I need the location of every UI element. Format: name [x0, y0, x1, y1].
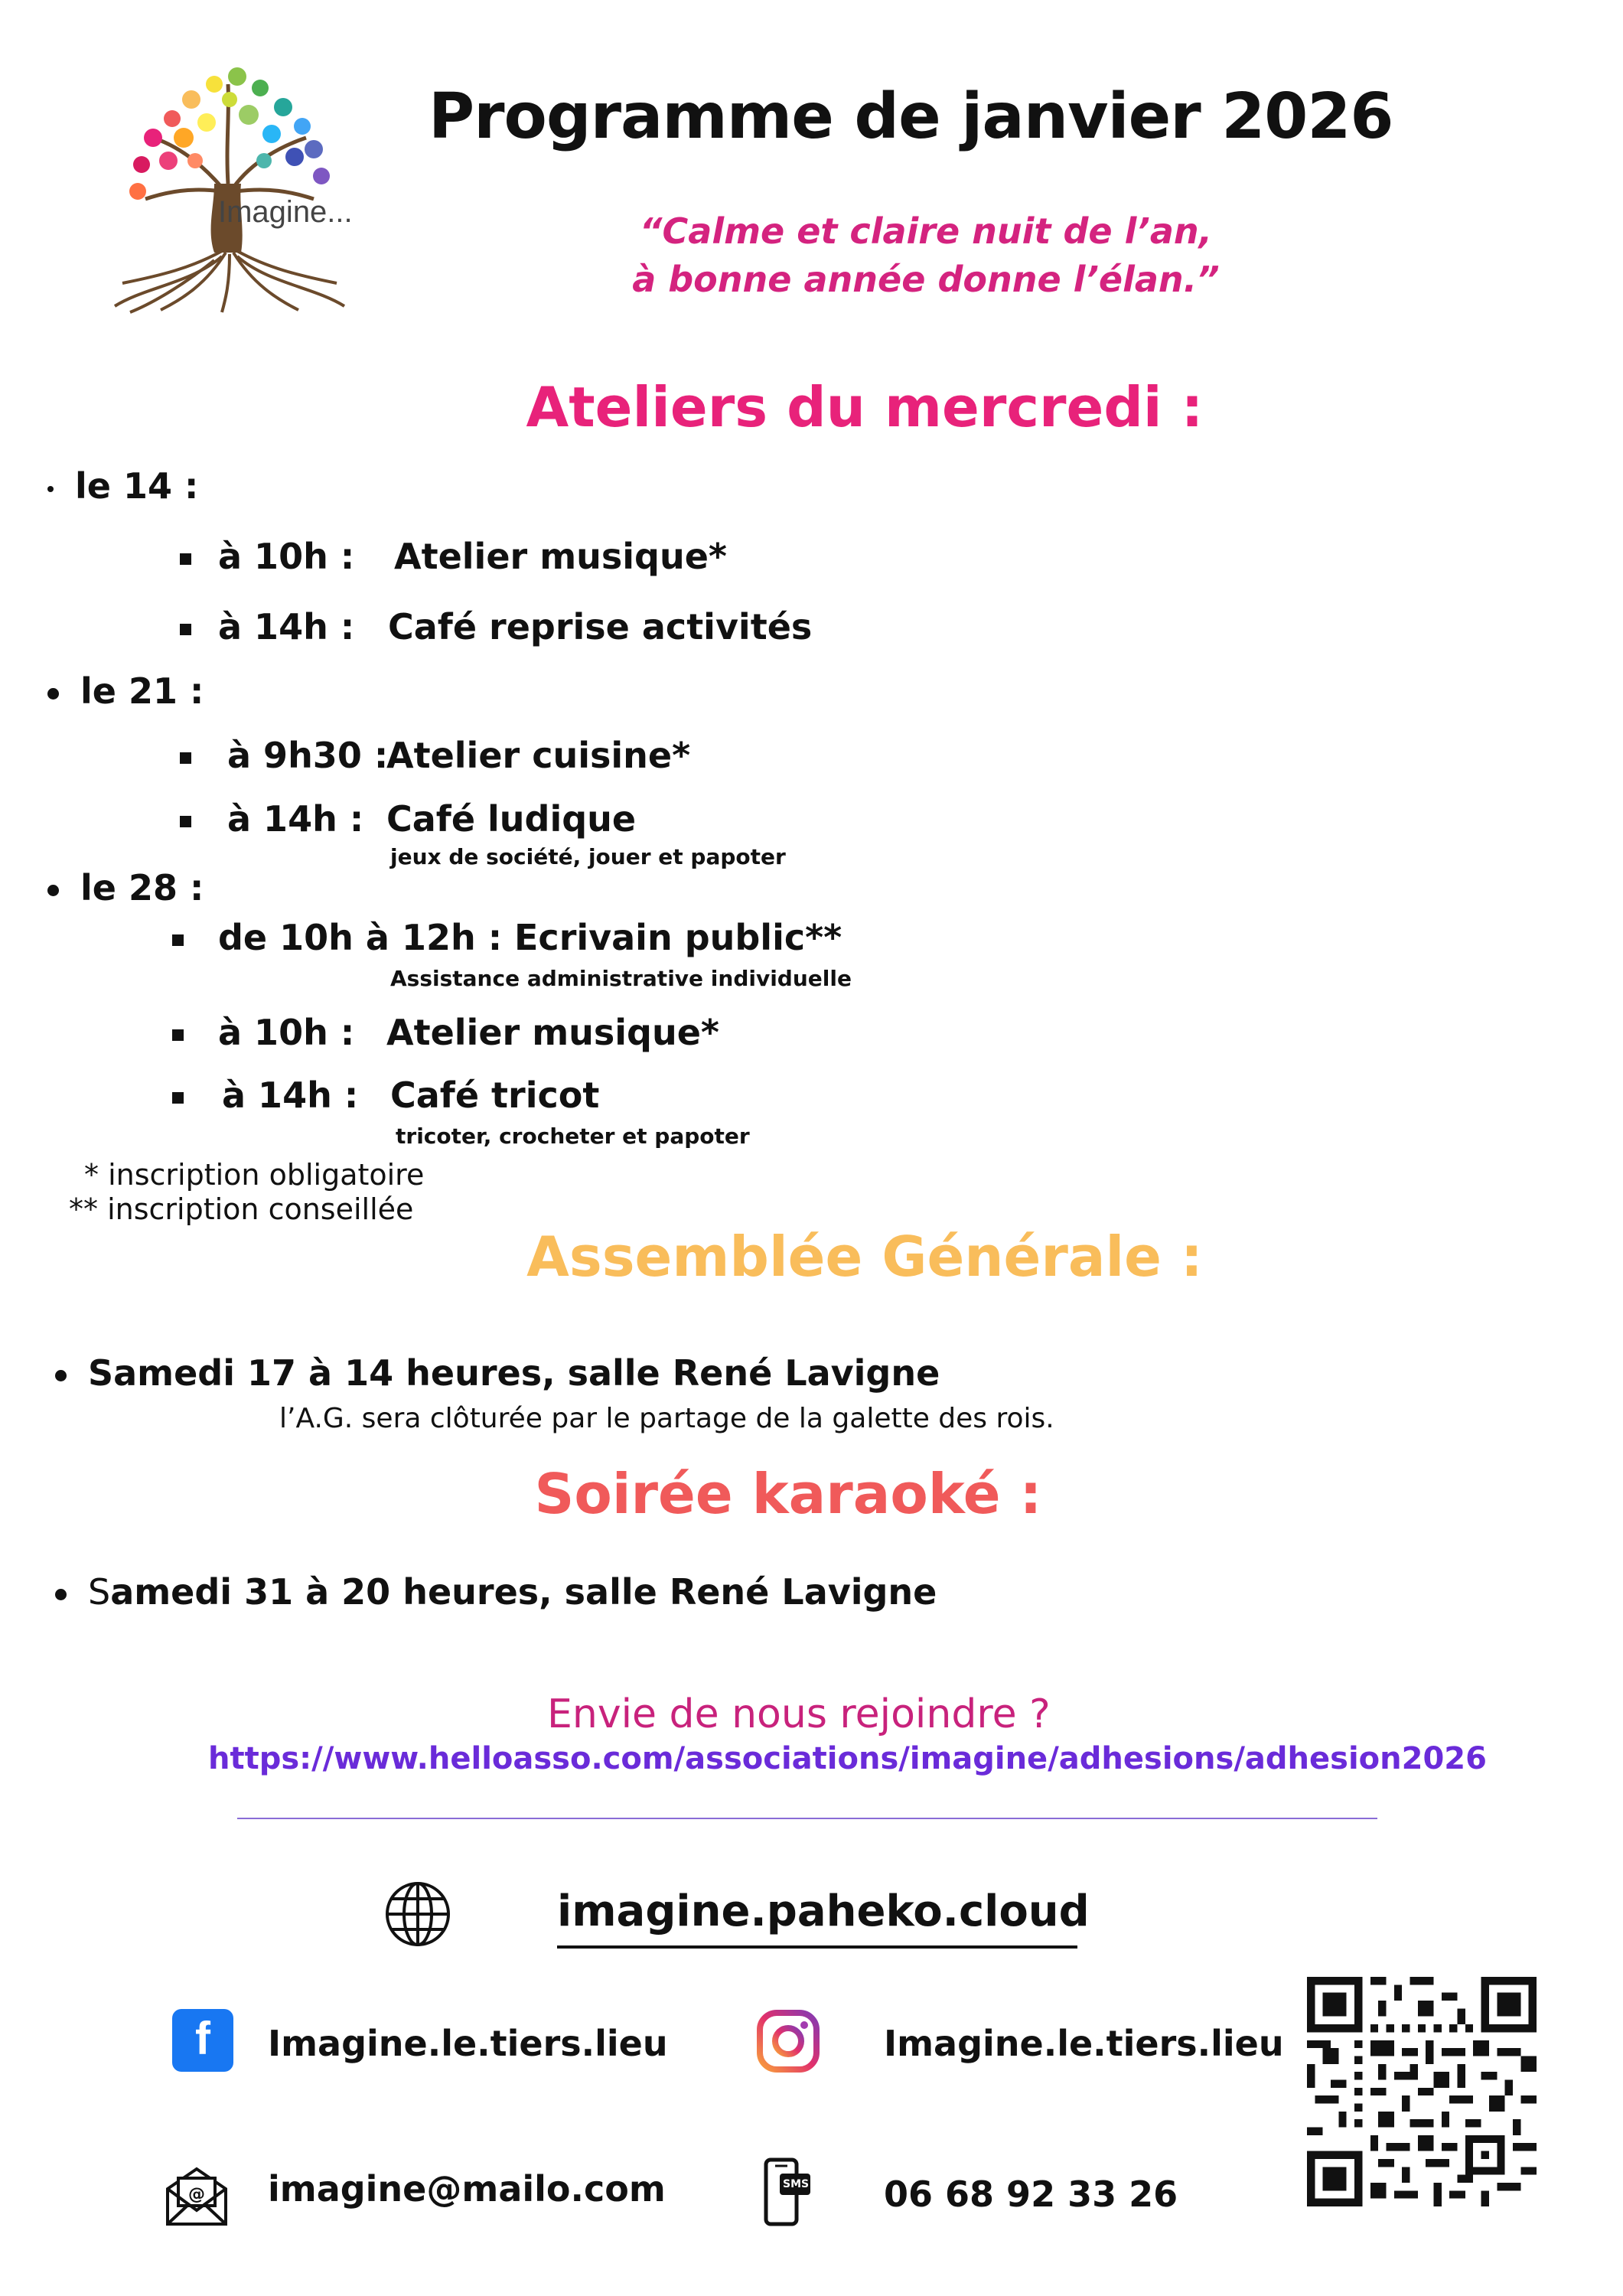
- join-link[interactable]: https://www.helloasso.com/associations/imagine/adhesions/adhesion2026: [208, 1741, 1487, 1776]
- atelier-activity: Ecrivain public**: [514, 917, 842, 958]
- logo-text: Imagine...: [218, 195, 353, 229]
- atelier-detail: tricoter, crocheter et papoter: [396, 1124, 750, 1149]
- email-icon: [165, 2166, 229, 2230]
- footnote-obligatoire: * inscription obligatoire: [84, 1158, 425, 1192]
- atelier-time: à 14h :: [222, 1075, 359, 1116]
- section-heading-karaoke: Soirée karaoké :: [534, 1462, 1042, 1526]
- footnote-conseillee: ** inscription conseillée: [69, 1192, 414, 1226]
- facebook-icon[interactable]: f: [172, 2009, 233, 2072]
- section-heading-ateliers: Ateliers du mercredi :: [526, 375, 1204, 439]
- qr-code[interactable]: [1307, 1977, 1537, 2210]
- atelier-time: de 10h à 12h :: [218, 917, 503, 958]
- divider: [237, 1818, 1377, 1819]
- atelier-activity: Atelier musique*: [386, 1012, 719, 1053]
- join-text: Envie de nous rejoindre ?: [547, 1691, 1051, 1737]
- atelier-detail: Assistance administrative individuelle: [390, 966, 852, 991]
- day-label: le 21 :: [47, 670, 204, 712]
- sms-label: SMS: [783, 2178, 810, 2190]
- atelier-item: [180, 536, 191, 577]
- phone-number[interactable]: 06 68 92 33 26: [884, 2174, 1178, 2215]
- phone-icon: [760, 2157, 813, 2230]
- atelier-detail: jeux de société, jouer et papoter: [390, 844, 786, 869]
- quote-line-2: à bonne année donne l’élan.”: [632, 259, 1220, 300]
- atelier-activity: Café tricot: [390, 1075, 600, 1116]
- website-underline: [557, 1945, 1077, 1949]
- atelier-activity: Café reprise activités: [388, 606, 813, 647]
- facebook-handle[interactable]: Imagine.le.tiers.lieu: [268, 2023, 668, 2064]
- atelier-activity: Atelier cuisine*: [386, 735, 691, 776]
- atelier-item: [180, 606, 191, 647]
- globe-icon: [383, 1879, 453, 1952]
- tree-logo-icon: [99, 54, 360, 314]
- atelier-time: à 9h30 :: [227, 735, 389, 776]
- website-link[interactable]: imagine.paheko.cloud: [557, 1887, 1090, 1936]
- atelier-item: [172, 1012, 184, 1053]
- assemblee-detail: l’A.G. sera clôturée par le partage de la galette des rois.: [279, 1403, 1054, 1434]
- instagram-handle[interactable]: Imagine.le.tiers.lieu: [884, 2023, 1284, 2064]
- section-heading-assemblee: Assemblée Générale :: [526, 1225, 1203, 1289]
- atelier-item: [172, 917, 184, 958]
- atelier-item: [180, 735, 191, 776]
- quote-line-1: “Calme et claire nuit de l’an,: [639, 210, 1213, 252]
- email-address[interactable]: imagine@mailo.com: [268, 2168, 666, 2210]
- svg-text:@: @: [188, 2185, 205, 2204]
- logo: [99, 54, 360, 314]
- assemblee-event: Samedi 17 à 14 heures, salle René Lavigne: [55, 1352, 940, 1394]
- karaoke-event: Samedi 31 à 20 heures, salle René Lavigne: [55, 1571, 937, 1613]
- atelier-time: à 14h :: [218, 606, 355, 647]
- page-title: Programme de janvier 2026: [429, 80, 1393, 153]
- atelier-time: à 10h :: [218, 536, 355, 577]
- atelier-activity: Café ludique: [386, 798, 637, 840]
- day-label: le 28 :: [47, 867, 204, 908]
- atelier-activity: Atelier musique*: [394, 536, 727, 577]
- day-label: le 14 :: [47, 465, 198, 507]
- atelier-time: à 10h :: [218, 1012, 355, 1053]
- atelier-item: [180, 798, 191, 840]
- instagram-icon[interactable]: [756, 2009, 820, 2076]
- atelier-item: [172, 1075, 184, 1116]
- atelier-time: à 14h :: [227, 798, 364, 840]
